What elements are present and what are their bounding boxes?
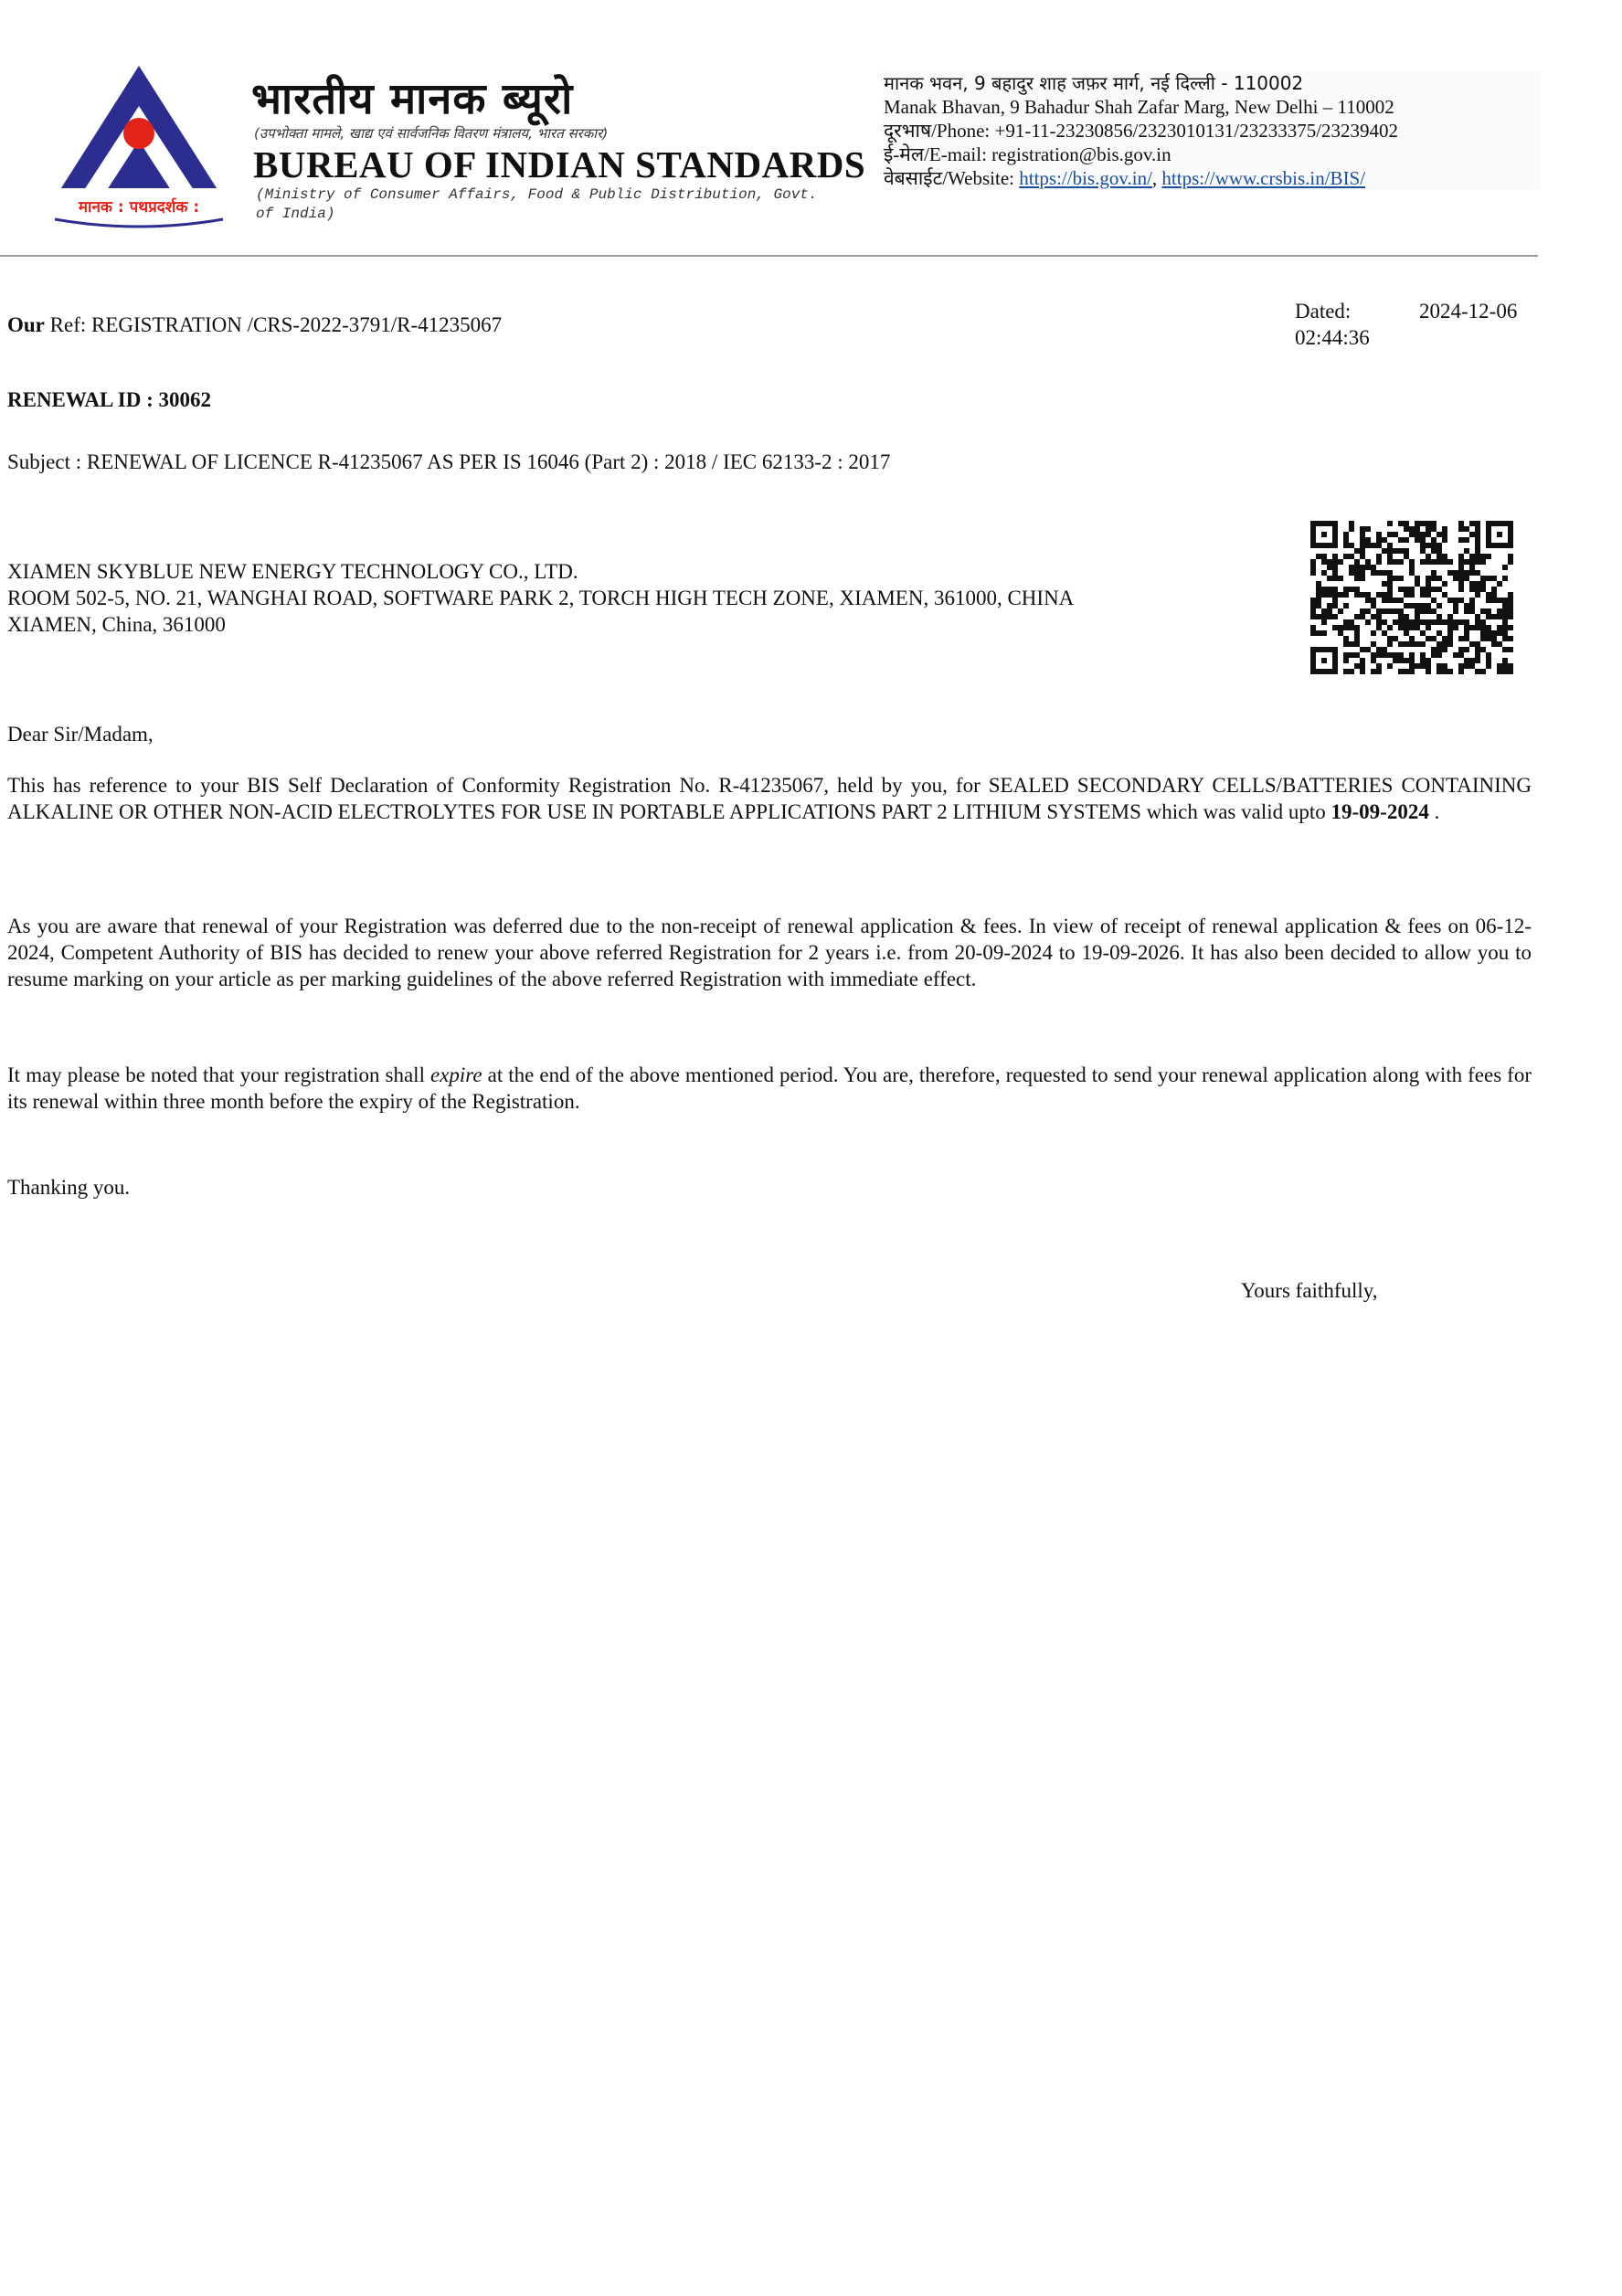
phone-number: +91-11-23230856/2323010131/23233375/23239402 (994, 120, 1399, 142)
subject-line: Subject : RENEWAL OF LICENCE R-41235067 AS PER IS 16046 (Part 2) : 2018 / IEC 62133-2 : 2017 (7, 450, 891, 473)
ministry-english: (Ministry of Consumer Affairs, Food & Public Distribution, Govt. of India) (256, 186, 818, 222)
email-line (884, 143, 1542, 166)
paragraph-expiry (7, 1062, 1532, 1115)
ref-text: Ref: REGISTRATION /CRS-2022-3791/R-41235067 (49, 313, 503, 336)
email-label: ई-मेल/E-mail: (884, 143, 987, 165)
website-line (884, 166, 1542, 190)
reference-line (7, 312, 502, 338)
logo-red-dot (123, 118, 154, 149)
address-english: Manak Bhavan, 9 Bahadur Shah Zafar Marg, New Delhi – 110002 (884, 96, 1394, 118)
ministry-hindi: (उपभोक्ता मामले, खाद्य एवं सार्वजनिक वितरण मंत्रालय, भारत सरकार) (254, 125, 609, 142)
time-value: 02:44:36 (1295, 326, 1370, 349)
qr-code (1310, 521, 1513, 674)
date-value: 2024-12-06 (1419, 300, 1518, 323)
renewal-id: RENEWAL ID : 30062 (7, 388, 212, 411)
org-name-english: BUREAU OF INDIAN STANDARDS (253, 143, 866, 185)
website-link-bis[interactable]: https://bis.gov.in/ (1019, 167, 1152, 189)
address-line-2: ROOM 502-5, NO. 21, WANGHAI ROAD, SOFTWARE PARK 2, TORCH HIGH TECH ZONE, XIAMEN, 361000, CHINA (7, 587, 1075, 609)
para3-pre: It may please be noted that your registration shall (7, 1063, 425, 1086)
para1-valid-date: 19-09-2024 (1330, 800, 1429, 823)
header-divider (0, 255, 1538, 257)
paragraph-renewal: As you are aware that renewal of your Registration was deferred due to the non-receipt of renewal application & fees. In view of receipt of renewal application & fees on 06-12-2024, Competent Authority of BIS has decided to renew your above referred Registration for 2 years i.e. from 20-09-2024 to 19-09-2026. It has also been decided to allow you to resume marking on your article as per marking guidelines of the above referred Registration with immediate effect. (7, 915, 1532, 990)
website-label: वेबसाईट/Website: (884, 167, 1014, 189)
logo-motto: मानक : पथप्रदर्शक : (78, 198, 200, 217)
paragraph-reference (7, 772, 1532, 825)
address-line-1: XIAMEN SKYBLUE NEW ENERGY TECHNOLOGY CO., LTD. (7, 560, 578, 583)
website-link-crsbis[interactable]: https://www.crsbis.in/BIS/ (1161, 167, 1366, 189)
greeting: Dear Sir/Madam, (7, 723, 154, 746)
ref-prefix: Our (7, 313, 45, 336)
para3-expire: expire (430, 1063, 482, 1086)
addressee-block (7, 558, 1287, 638)
para1-text: This has reference to your BIS Self Declaration of Conformity Registration No. R-41235067, held by you, for SEALED SECONDARY CELLS/BATTERIES CONTAINING ALKALINE OR OTHER NON-ACID ELECTROLYTES FOR USE IN PORTABLE APPLICATIONS PART 2 LITHIUM SYSTEMS which was valid upto (7, 774, 1532, 823)
address-hindi: मानक भवन, 9 बहादुर शाह जफ़र मार्ग, नई दिल्ली - 110002 (884, 72, 1304, 94)
org-name-hindi: भारतीय मानक ब्यूरो (251, 74, 574, 124)
website-separator: , (1151, 167, 1158, 189)
dated-label: Dated: (1295, 300, 1352, 323)
closing-line: Yours faithfully, (1241, 1279, 1378, 1302)
phone-line (884, 119, 1542, 143)
date-block (1295, 298, 1542, 351)
address-line-3: XIAMEN, China, 361000 (7, 613, 226, 636)
email-address: registration@bis.gov.in (991, 143, 1171, 165)
para1-end: . (1434, 800, 1440, 823)
contact-block (884, 71, 1542, 190)
para3-post: at the end of the above mentioned period. You are, therefore, requested to send your renewal application along with fees for its renewal within three month before the expiry of the Registration. (7, 1063, 1532, 1113)
thanks-line: Thanking you. (7, 1176, 131, 1199)
phone-label: दूरभाष/Phone: (884, 120, 991, 142)
bis-logo (48, 64, 230, 230)
